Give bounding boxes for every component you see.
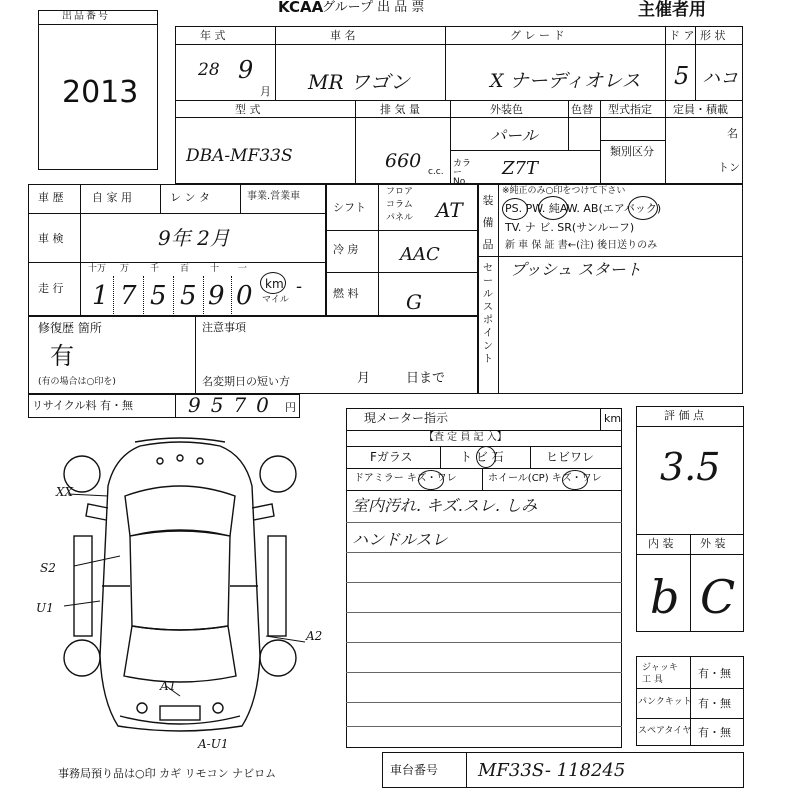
doors-value: 5 [674, 62, 690, 90]
inspector-note-1: 室内汚れ. キズ.スレ. しみ [352, 496, 538, 515]
footer-note: 事務局預り品は○印 カギ リモコン ナビロム [58, 767, 277, 780]
history-rental[interactable]: レ ン タ [170, 191, 210, 204]
label-category: 類別区分 [610, 145, 654, 158]
unit-km: km [265, 277, 284, 291]
mileage-digit-4: 9 [208, 281, 225, 311]
meter-unit: km [604, 412, 622, 425]
fuel-value: G [406, 290, 422, 314]
history-business[interactable]: 事業.営業車 [247, 191, 301, 202]
lot-label: 出品番号 [62, 11, 110, 22]
grade-value: X ナーディオレス [490, 70, 641, 92]
tool-puncture-label: パンクキット [638, 697, 692, 707]
interior-grade: b [650, 570, 680, 624]
mileage-digit-0: 1 [92, 281, 109, 311]
chassis-label: 車台番号 [390, 763, 439, 777]
inspection-value: 9年 2月 [158, 226, 230, 250]
wheel-circle [562, 470, 588, 490]
pw-circle [538, 196, 568, 220]
equipment-line2: TV. ナ ビ. SR(サンルーフ) [505, 221, 635, 234]
interior-label: 内 装 [648, 537, 674, 550]
score-label: 評 価 点 [664, 409, 704, 422]
load-unit: トン [718, 161, 740, 174]
equipment-line1: PS. PW. 純AW. AB(エアバック) [505, 202, 662, 215]
car-windshield [125, 486, 235, 536]
ps-circle [502, 198, 528, 220]
name-change-label: 名変期日の短い方 [202, 375, 290, 388]
ab-circle [628, 196, 658, 220]
equipment-note: ※純正のみ○印をつけて下さい [502, 186, 626, 196]
car-mirror-right [252, 504, 274, 520]
mark-au1: A-U1 [198, 737, 229, 751]
year-value: 28 [198, 60, 220, 80]
car-mirror-left [86, 504, 108, 520]
equipment-line3: 新 車 保 証 書←(注) 後日送りのみ [505, 240, 658, 251]
mirror-circle [418, 470, 444, 490]
form-title: グループ 出 品 票 [322, 0, 425, 15]
score-value: 3.5 [660, 445, 721, 489]
car-side-right [268, 536, 286, 636]
meter-label: 現メーター指示 [364, 411, 449, 425]
label-repair: 修復歴 箇所 [38, 321, 102, 335]
car-rear-window [124, 626, 236, 682]
lot-number: 2013 [62, 75, 139, 110]
label-shift: シフト [333, 201, 366, 214]
repair-value: 有 [50, 342, 74, 370]
mark-a1: A1 [160, 679, 177, 693]
label-car-name: 車 名 [330, 29, 356, 42]
selling-points-side-label: セールスポイント [483, 263, 493, 365]
wheel-label: ホイール(CP) キズ・ワレ [488, 473, 602, 484]
digit-label-1: 万 [120, 264, 130, 274]
car-roof [130, 531, 230, 630]
shift-floor: フロア [386, 187, 414, 197]
km-circle [260, 272, 286, 294]
label-type-spec: 型式指定 [608, 103, 652, 116]
label-year: 年 式 [200, 29, 226, 42]
tool-puncture-value[interactable]: 有・無 [698, 697, 731, 710]
inspector-note-2: ハンドルスレ [352, 530, 448, 549]
equipment-side-label: 装 備 品 [482, 194, 494, 251]
mileage-dash: - [296, 276, 303, 297]
shift-column: コラム [386, 200, 413, 210]
glass-label: Fガラス [370, 450, 413, 464]
brand-logo: KCAA [278, 0, 324, 16]
label-aircon: 冷 房 [333, 243, 359, 256]
label-color-change: 色替 [571, 103, 593, 116]
ext-color-value: パール [490, 126, 538, 145]
digit-label-4: 十 [210, 264, 220, 274]
hibi-label: ヒビワレ [546, 450, 595, 464]
label-shape: 形 状 [700, 29, 726, 42]
car-side-left [74, 536, 92, 636]
mark-u1: U1 [36, 601, 54, 615]
label-grade: グ レ ー ド [510, 29, 565, 42]
model-value: DBA-MF33S [186, 146, 293, 166]
label-inspection: 車 検 [38, 232, 64, 245]
digit-label-2: 千 [150, 264, 160, 274]
history-private[interactable]: 自 家 用 [92, 191, 132, 204]
inspector-header: 【査 定 員 記 入】 [424, 432, 507, 443]
label-capacity: 定員・積載 [673, 103, 728, 116]
mileage-digit-5: 0 [236, 281, 253, 311]
label-doors: ド ア [669, 29, 695, 42]
mileage-digit-1: 7 [120, 281, 137, 311]
mileage-digit-3: 5 [180, 281, 197, 311]
digit-label-0: 十万 [88, 264, 107, 274]
selling-points-text: プッシュ スタート [510, 260, 642, 279]
recycle-unit: 円 [285, 401, 296, 414]
label-ext-color: 外装色 [490, 103, 523, 116]
recycle-amount: 9570 [188, 393, 279, 417]
car-damage-diagram [30, 436, 330, 756]
mark-s2: S2 [40, 561, 56, 575]
seats-unit: 名 [727, 127, 738, 140]
car-name-value: MR ワゴン [308, 70, 410, 94]
cc-unit: c.c. [428, 167, 444, 177]
label-displacement: 排 気 量 [380, 103, 420, 116]
name-change-month: 月 [357, 371, 371, 386]
mark-a2: A2 [306, 629, 323, 643]
color-code-value: Z7T [502, 158, 538, 179]
tool-spare-value[interactable]: 有・無 [698, 726, 731, 739]
label-model: 型 式 [235, 103, 261, 116]
exterior-label: 外 装 [700, 537, 726, 550]
label-mileage: 走 行 [38, 282, 64, 295]
aircon-value: AAC [400, 244, 440, 265]
mirror-label: ドアミラー キズ・ワレ [354, 473, 457, 484]
label-notes: 注意事項 [202, 321, 246, 334]
shape-value: ハコ [702, 68, 738, 89]
chip-label: ト ビ 石 [460, 450, 504, 464]
label-history: 車 歴 [38, 191, 64, 204]
label-fuel: 燃 料 [333, 287, 359, 300]
car-wheel-front-right [260, 456, 296, 492]
chip-circle [476, 446, 496, 468]
tool-jack-value[interactable]: 有・無 [698, 667, 731, 680]
shift-panel: パネル [386, 213, 414, 223]
mark-xx: XX [56, 485, 74, 499]
month-value: 9 [238, 56, 254, 84]
car-rear-plate [160, 706, 200, 720]
chassis-value: MF33S- 118245 [478, 760, 626, 781]
unit-mile: マイル [262, 295, 289, 305]
exterior-grade: C [700, 570, 736, 624]
name-change-day: 日まで [406, 371, 446, 386]
month-unit: 月 [260, 85, 271, 98]
digit-label-3: 百 [180, 264, 190, 274]
tool-jack-label: ジャッキ 工 具 [642, 663, 678, 685]
shift-value: AT [436, 198, 463, 222]
repair-note: (有の場合は○印を) [38, 377, 116, 387]
organizer-label: 主催者用 [638, 0, 706, 20]
mileage-digit-2: 5 [150, 281, 167, 311]
digit-label-5: 一 [238, 264, 248, 274]
car-wheel-rear-right [260, 640, 296, 676]
recycle-label: リサイクル料 有・無 [32, 399, 133, 412]
displacement-value: 660 [385, 150, 422, 172]
tool-spare-label: スペアタイヤ [638, 726, 692, 736]
car-wheel-rear-left [64, 640, 100, 676]
color-no-label: カラー No. [453, 159, 472, 187]
